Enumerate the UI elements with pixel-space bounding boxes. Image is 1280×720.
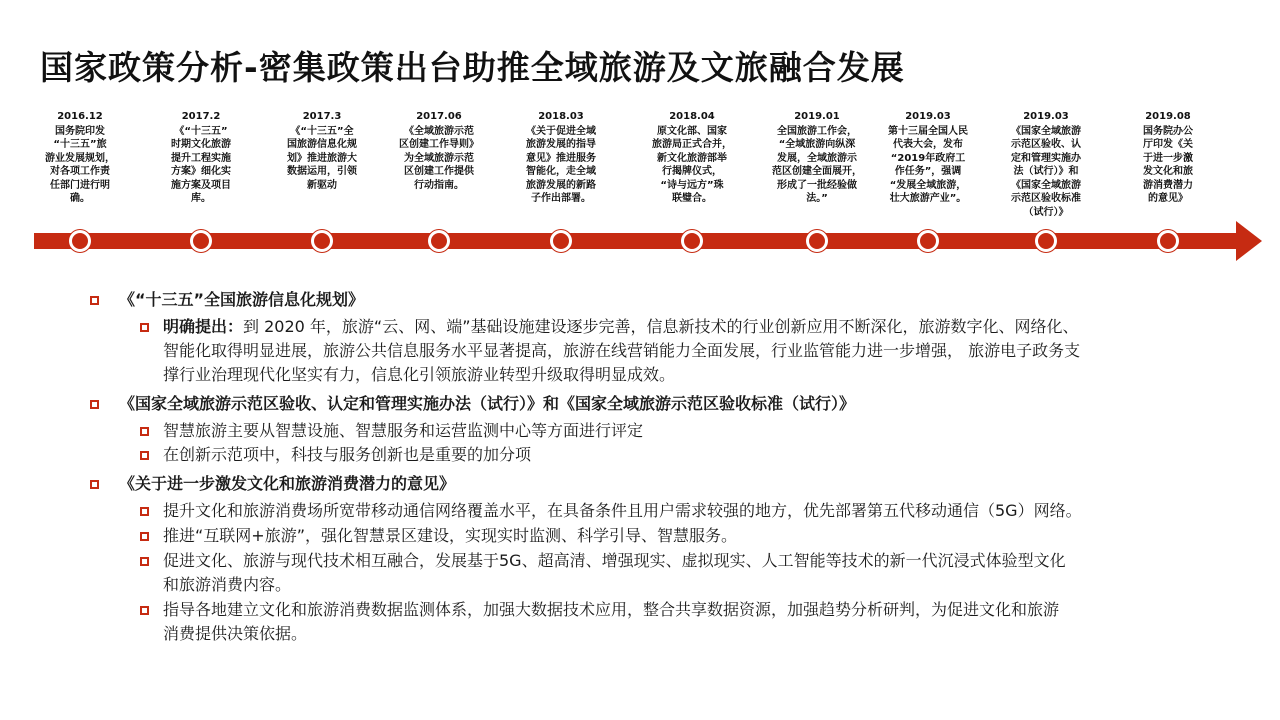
timeline-text-line: 子作出部署。 xyxy=(531,193,591,204)
timeline-text-line: 第十三届全国人民 xyxy=(888,125,968,137)
timeline-text-line: 任部门进行明 xyxy=(50,179,110,191)
timeline-event xyxy=(383,110,495,192)
timeline-date: 2019.03 xyxy=(1023,111,1069,122)
timeline-dot xyxy=(1035,230,1057,252)
timeline-text-line: 意见》推进服务 xyxy=(526,152,596,164)
section-heading xyxy=(90,289,364,311)
timeline-text-line: 国务院办公 xyxy=(1143,125,1193,137)
timeline-text-line: 法（试行）》和 xyxy=(1013,166,1079,177)
timeline-dot xyxy=(917,230,939,252)
timeline-date: 2017.3 xyxy=(302,111,342,122)
timeline-text-line: 行揭牌仪式， xyxy=(662,166,722,177)
timeline-text-line: 区创建工作导则》 xyxy=(399,139,479,150)
section-heading xyxy=(90,393,855,415)
policy-point-text-continued: 和旅游消费内容。 xyxy=(163,575,292,594)
timeline-text-line: 范区创建全面展开， xyxy=(772,166,862,177)
timeline-text-line: 提升工程实施 xyxy=(171,152,231,164)
timeline-arrow-head xyxy=(1236,221,1262,261)
policy-point-text: 智慧旅游主要从智慧设施、智慧服务和运营监测中心等方面进行评定 xyxy=(163,421,644,440)
timeline-text-line: 为全域旅游示范 xyxy=(404,152,474,164)
section-heading xyxy=(90,473,455,495)
policy-point-lead: 明确提出： xyxy=(163,317,244,336)
timeline-event xyxy=(505,110,617,206)
section-heading-text: 《“十三五”全国旅游信息化规划》 xyxy=(119,290,365,309)
timeline-event xyxy=(872,110,984,206)
page-title: 国家政策分析-密集政策出台助推全域旅游及文旅融合发展 xyxy=(40,48,905,87)
timeline-text-line: 示范区验收标准 xyxy=(1011,193,1081,204)
timeline-text-line: 智能化，走全域 xyxy=(526,166,596,177)
timeline-date: 2019.08 xyxy=(1145,111,1191,122)
square-bullet-icon xyxy=(140,427,149,436)
timeline-text-line: 确。 xyxy=(70,193,90,204)
timeline-text-line: 游消费潜力 xyxy=(1143,179,1193,191)
timeline-text-line: 发展，全域旅游示 xyxy=(777,152,857,164)
timeline-text-line: 《国家全域旅游 xyxy=(1011,125,1081,137)
timeline-dot xyxy=(681,230,703,252)
timeline-text-line: 旅游局正式合并， xyxy=(652,139,732,150)
timeline-text-line: 《全域旅游示范 xyxy=(404,125,474,137)
timeline-text-line: 《国家全域旅游 xyxy=(1011,179,1081,191)
policy-point-text: 在创新示范项中，科技与服务创新也是重要的加分项 xyxy=(163,445,532,464)
timeline-text-line: 作任务”，强调 xyxy=(894,166,962,177)
timeline-text-line: 于进一步激 xyxy=(1143,152,1193,164)
policy-point xyxy=(140,598,1059,622)
policy-point-text-continued: 智能化取得明显进展，旅游公共信息服务水平显著提高，旅游在线营销能力全面发展，行业监管能力进一步增强， 旅游电子政务支 xyxy=(163,341,1081,360)
policy-point-text-continued: 消费提供决策依据。 xyxy=(163,624,308,643)
timeline-date: 2017.06 xyxy=(416,111,462,122)
square-bullet-icon xyxy=(140,532,149,541)
timeline-dot xyxy=(1157,230,1179,252)
square-bullet-icon xyxy=(90,400,99,409)
policy-point xyxy=(140,315,1079,339)
policy-point-text: 提升文化和旅游消费场所宽带移动通信网络覆盖水平，在具备条件且用户需求较强的地方，优先部署第五代移动通信（5G）网络。 xyxy=(163,501,1082,520)
timeline-date: 2019.01 xyxy=(794,111,840,122)
policy-point xyxy=(140,549,1066,573)
timeline-text-line: “诗与远方”珠 xyxy=(660,179,724,191)
square-bullet-icon xyxy=(90,296,99,305)
square-bullet-icon xyxy=(140,507,149,516)
timeline-text-line: 对各项工作责 xyxy=(50,166,110,177)
timeline-text-line: 旅游发展的指导 xyxy=(526,139,596,150)
section-heading-text: 《国家全域旅游示范区验收、认定和管理实施办法（试行）》和《国家全域旅游示范区验收标准（试行）》 xyxy=(119,394,856,413)
timeline-dot xyxy=(69,230,91,252)
timeline-text-line: “十三五”旅 xyxy=(53,139,107,150)
timeline-text-line: 行动指南。 xyxy=(414,179,464,191)
timeline-event xyxy=(990,110,1102,219)
timeline-event xyxy=(145,110,257,206)
timeline-text-line: 《关于促进全域 xyxy=(526,125,596,137)
timeline-date: 2019.03 xyxy=(905,111,951,122)
timeline-event xyxy=(24,110,136,206)
timeline-event xyxy=(761,110,873,206)
timeline-text-line: 区创建工作提供 xyxy=(404,166,474,177)
timeline-event xyxy=(636,110,748,206)
timeline-text-line: 法。” xyxy=(806,193,828,204)
timeline-text-line: 厅印发《关 xyxy=(1143,139,1193,150)
timeline-text-line: 库。 xyxy=(191,193,211,204)
timeline-text-line: 《“十三五” xyxy=(174,125,228,137)
square-bullet-icon xyxy=(90,480,99,489)
policy-point xyxy=(140,524,737,548)
square-bullet-icon xyxy=(140,323,149,332)
timeline-text-line: 国务院印发 xyxy=(55,125,105,137)
timeline-text-line: 《“十三五”全 xyxy=(290,125,354,137)
policy-point-text-continued: 撑行业治理现代化坚实有力，信息化引领旅游业转型升级取得明显成效。 xyxy=(163,365,676,384)
timeline-date: 2017.2 xyxy=(181,111,221,122)
timeline-dot xyxy=(550,230,572,252)
timeline-dot xyxy=(190,230,212,252)
policy-point-text: 促进文化、旅游与现代技术相互融合，发展基于5G、超高清、增强现实、虚拟现实、人工智能等技术的新一代沉浸式体验型文化 xyxy=(163,551,1066,570)
timeline-text-line: 数据运用，引领 xyxy=(287,166,357,177)
timeline-text-line: 全国旅游工作会， xyxy=(777,125,857,137)
timeline-dot xyxy=(806,230,828,252)
timeline-text-line: 施方案及项目 xyxy=(171,179,231,191)
section-heading-text: 《关于进一步激发文化和旅游消费潜力的意见》 xyxy=(119,474,456,493)
timeline-text-line: 新文化旅游部举 xyxy=(657,152,727,164)
timeline-text-line: 的意见》 xyxy=(1148,193,1188,204)
timeline-text-line: “全域旅游向纵深 xyxy=(778,139,856,150)
policy-point-text: 指导各地建立文化和旅游消费数据监测体系，加强大数据技术应用，整合共享数据资源，加强趋势分析研判，为促进文化和旅游 xyxy=(163,600,1060,619)
timeline-text-line: 游业发展规划， xyxy=(45,152,115,164)
timeline-text-line: 原文化部、国家 xyxy=(657,125,727,137)
timeline-text-line: 示范区验收、认 xyxy=(1011,139,1081,150)
square-bullet-icon xyxy=(140,606,149,615)
square-bullet-icon xyxy=(140,451,149,460)
timeline-text-line: 方案》细化实 xyxy=(171,166,231,177)
policy-point-text: 推进“互联网+旅游”，强化智慧景区建设，实现实时监测、科学引导、智慧服务。 xyxy=(163,526,737,545)
timeline-text-line: 形成了一批经验做 xyxy=(777,179,857,191)
timeline-date: 2018.03 xyxy=(538,111,584,122)
timeline-dot xyxy=(311,230,333,252)
policy-point xyxy=(140,443,531,467)
policy-point xyxy=(140,499,1082,523)
timeline-text-line: “2019年政府工 xyxy=(890,152,966,164)
timeline-date: 2016.12 xyxy=(57,111,103,122)
timeline-arrow-bar xyxy=(34,233,1239,249)
timeline-text-line: 国旅游信息化规 xyxy=(287,139,357,150)
timeline-text-line: 定和管理实施办 xyxy=(1011,152,1081,164)
timeline-text-line: 新驱动 xyxy=(307,179,337,191)
timeline-text-line: （试行）》 xyxy=(1023,206,1069,218)
timeline-event xyxy=(1112,110,1224,206)
timeline-text-line: 发文化和旅 xyxy=(1143,166,1193,177)
timeline-text-line: “发展全域旅游， xyxy=(889,179,967,191)
timeline-date: 2018.04 xyxy=(669,111,715,122)
timeline-text-line: 代表大会，发布 xyxy=(893,139,963,150)
timeline-text-line: 划》推进旅游大 xyxy=(287,152,357,164)
timeline-dot xyxy=(428,230,450,252)
timeline-event xyxy=(266,110,378,192)
timeline-text-line: 联璧合。 xyxy=(672,193,712,204)
policy-point xyxy=(140,419,643,443)
timeline-text-line: 旅游发展的新路 xyxy=(526,179,596,191)
timeline-text-line: 壮大旅游产业”。 xyxy=(889,193,967,204)
timeline-text-line: 时期文化旅游 xyxy=(171,139,231,150)
policy-point-text: 到 2020 年，旅游“云、网、端”基础设施建设逐步完善，信息新技术的行业创新应用不断深化，旅游数字化、网络化、 xyxy=(243,317,1079,336)
square-bullet-icon xyxy=(140,557,149,566)
